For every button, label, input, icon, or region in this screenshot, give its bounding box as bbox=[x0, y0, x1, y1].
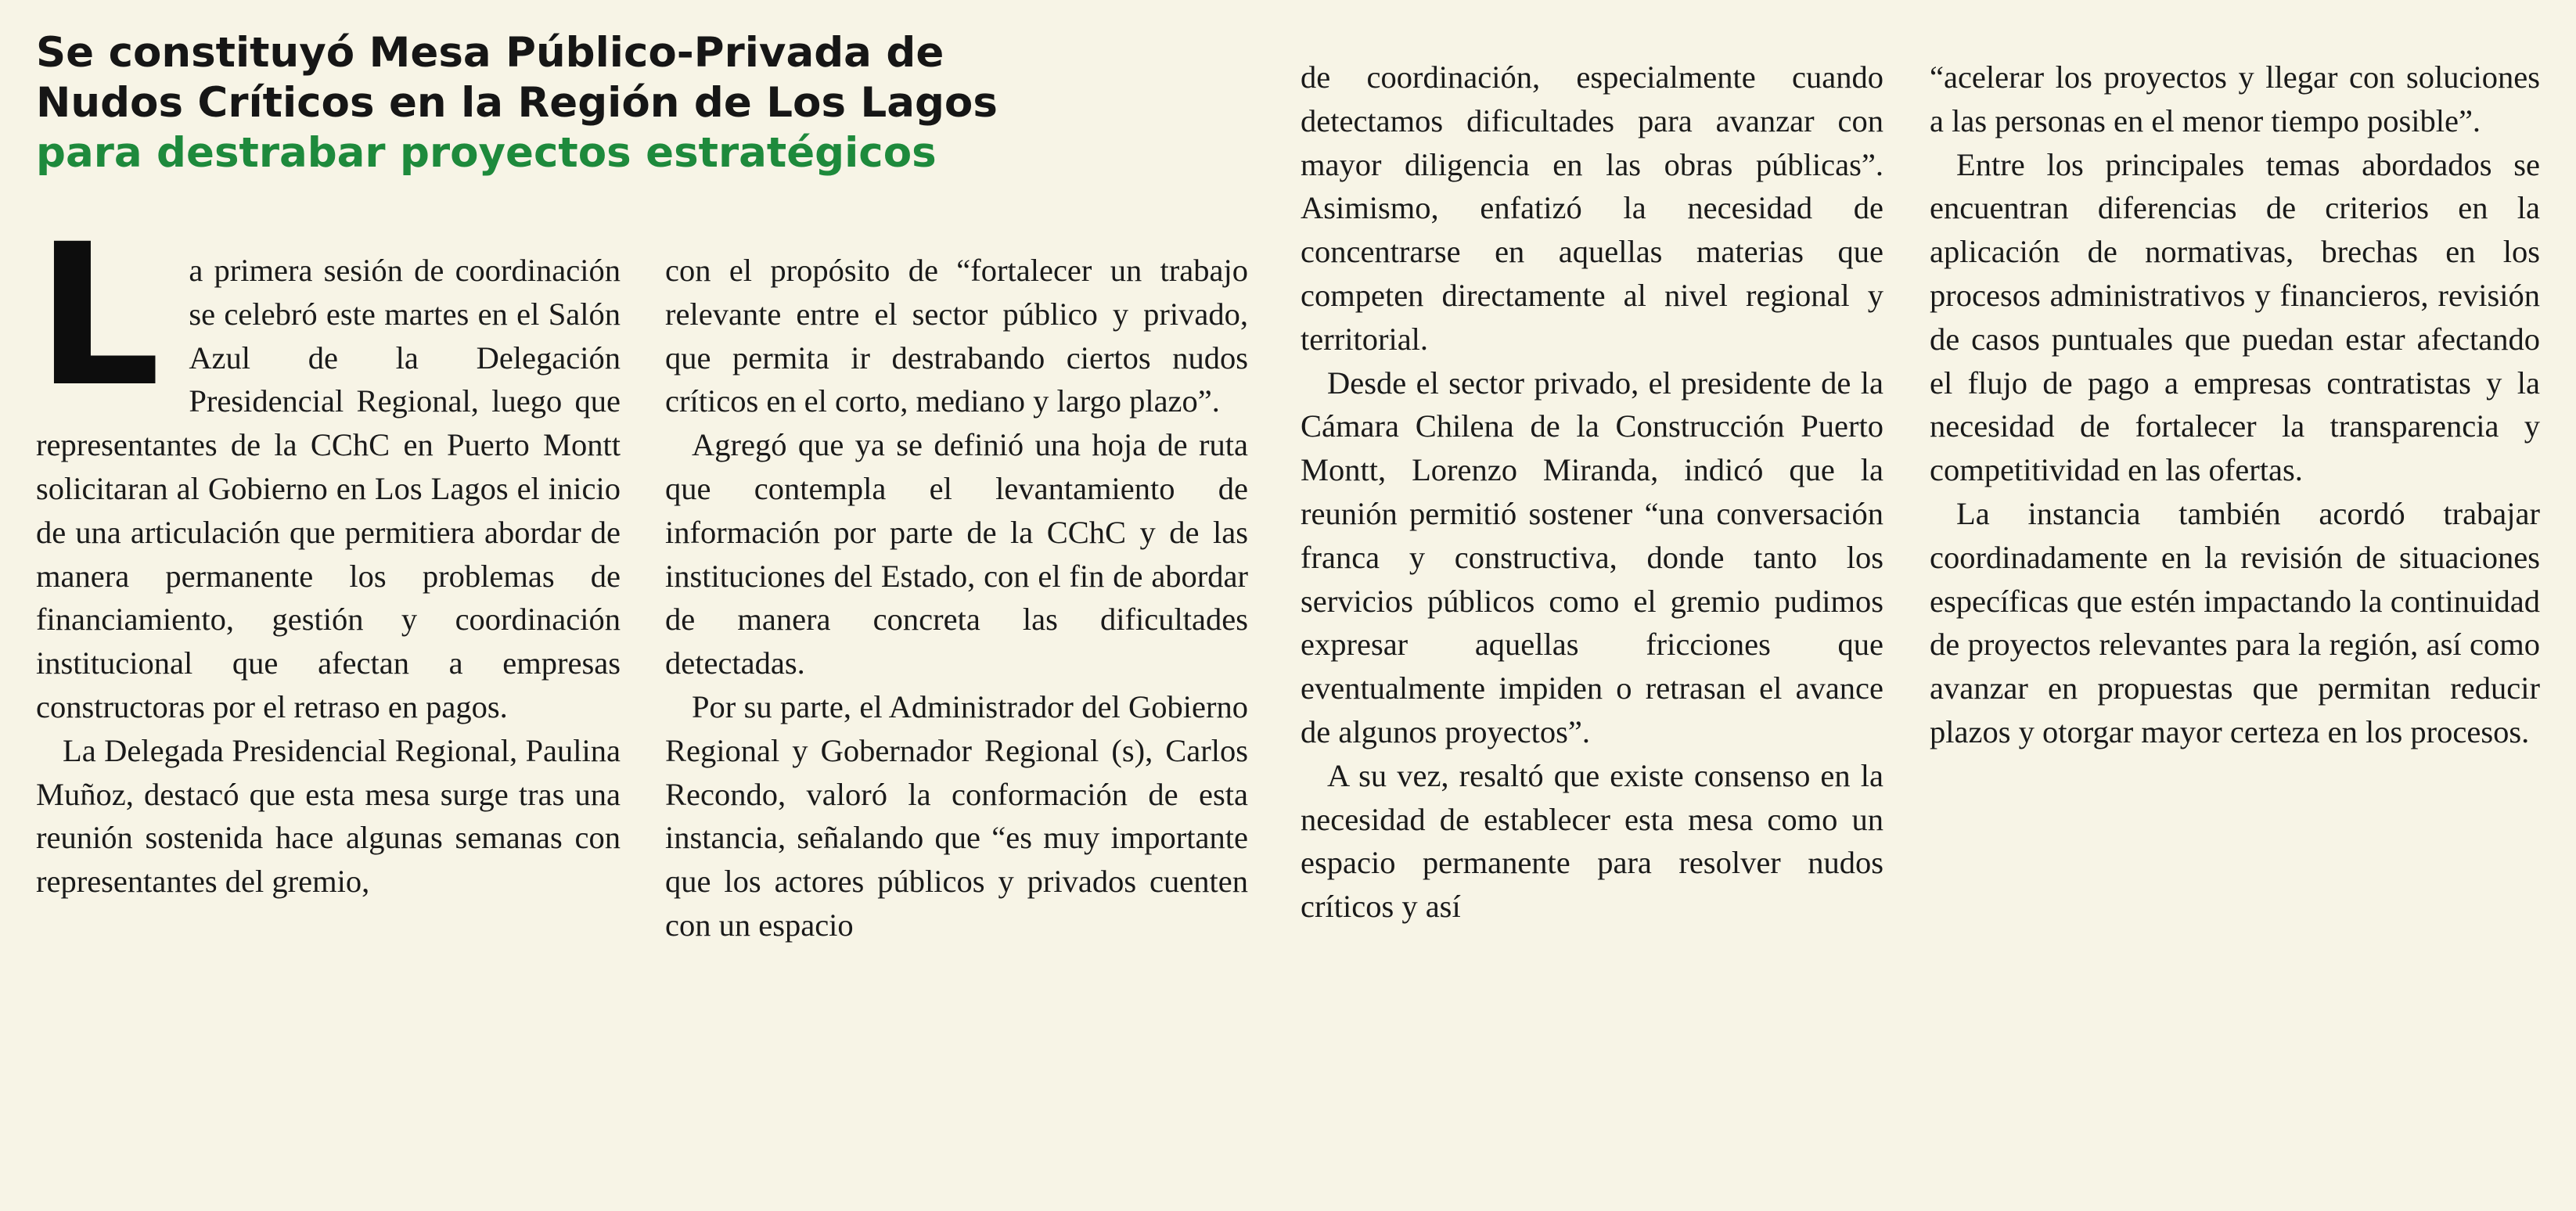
paragraph-8: A su vez, resaltó que existe consenso en la necesidad de establecer esta mesa como un espacio permanente para resolver nudos críticos y así bbox=[1301, 757, 1883, 925]
headline-subtitle-green: para destrabar proyectos estratégicos bbox=[36, 129, 937, 177]
headline-line-2: Nudos Críticos en la Región de Los Lagos bbox=[36, 79, 998, 127]
article-column-3 bbox=[1301, 56, 1883, 929]
paragraph-10: Entre los principales temas abordados se encuentran diferencias de criterios en la aplicación de normativas, brechas en los procesos administrativos y financieros, revisión de casos puntuales que puedan estar afectando el flujo de pago a empresas contratistas y la necesidad de fortalecer la transparencia y competitividad en las ofertas. bbox=[1930, 146, 2540, 488]
headline-line-1: Se constituyó Mesa Público-Privada de bbox=[36, 29, 944, 77]
paragraph-6: de coordinación, especialmente cuando detectamos dificultades para avanzar con mayor diligencia en las obras públicas”. Asimismo, enfatizó la necesidad de concentrarse en aquellas materias que competen directamente al nivel regional y territorial. bbox=[1301, 59, 1883, 357]
paragraph-2: La Delegada Presidencial Regional, Paulina Muñoz, destacó que esta mesa surge tras una reunión sostenida hace algunas semanas con representantes del gremio, bbox=[36, 732, 621, 900]
article-headline bbox=[36, 28, 1257, 178]
paragraph-9: “acelerar los proyectos y llegar con soluciones a las personas en el menor tiempo posible”. bbox=[1930, 59, 2540, 138]
paragraph-5: Por su parte, el Administrador del Gobierno Regional y Gobernador Regional (s), Carlos Recondo, valoró la conformación de esta instancia, señalando que “es muy importante que los actores públicos y privados cuenten con un espacio bbox=[665, 688, 1248, 943]
paragraph-4: Agregó que ya se definió una hoja de ruta que contempla el levantamiento de información por parte de la CChC y de las instituciones del Estado, con el fin de abordar de manera concreta las dificultades detectadas. bbox=[665, 427, 1248, 681]
article-column-1 bbox=[36, 202, 621, 904]
drop-cap: L bbox=[36, 202, 161, 429]
paragraph-11: La instancia también acordó trabajar coordinadamente en la revisión de situaciones específicas que estén impactando la continuidad de proyectos relevantes para la región, así como avanzar en propuestas que permitan reducir plazos y otorgar mayor certeza en los procesos. bbox=[1930, 495, 2540, 749]
paragraph-1-text: a primera sesión de coordinación se celebró este martes en el Salón Azul de la Delegación Presidencial Regional, luego que representantes de la CChC en Puerto Montt solicitaran al Gobierno en Los Lagos el inicio de una articulación que permitiera abordar de manera permanente los problemas de financiamiento, gestión y coordinación institucional que afectan a empresas constructoras por el retraso en pagos. bbox=[36, 253, 621, 724]
paragraph-1 bbox=[36, 202, 621, 729]
paragraph-3: con el propósito de “fortalecer un trabajo relevante entre el sector público y privado, que permita ir destrabando ciertos nudos críticos en el corto, mediano y largo plazo”. bbox=[665, 253, 1248, 419]
article-column-4 bbox=[1930, 56, 2540, 754]
article-column-2 bbox=[665, 249, 1248, 947]
paragraph-7: Desde el sector privado, el presidente de la Cámara Chilena de la Construcción Puerto Montt, Lorenzo Miranda, indicó que la reunión permitió sostener “una conversación franca y constructiva, donde tanto los servicios públicos como el gremio pudimos expresar aquellas fricciones que eventualmente impiden o retrasan el avance de algunos proyectos”. bbox=[1301, 365, 1883, 749]
